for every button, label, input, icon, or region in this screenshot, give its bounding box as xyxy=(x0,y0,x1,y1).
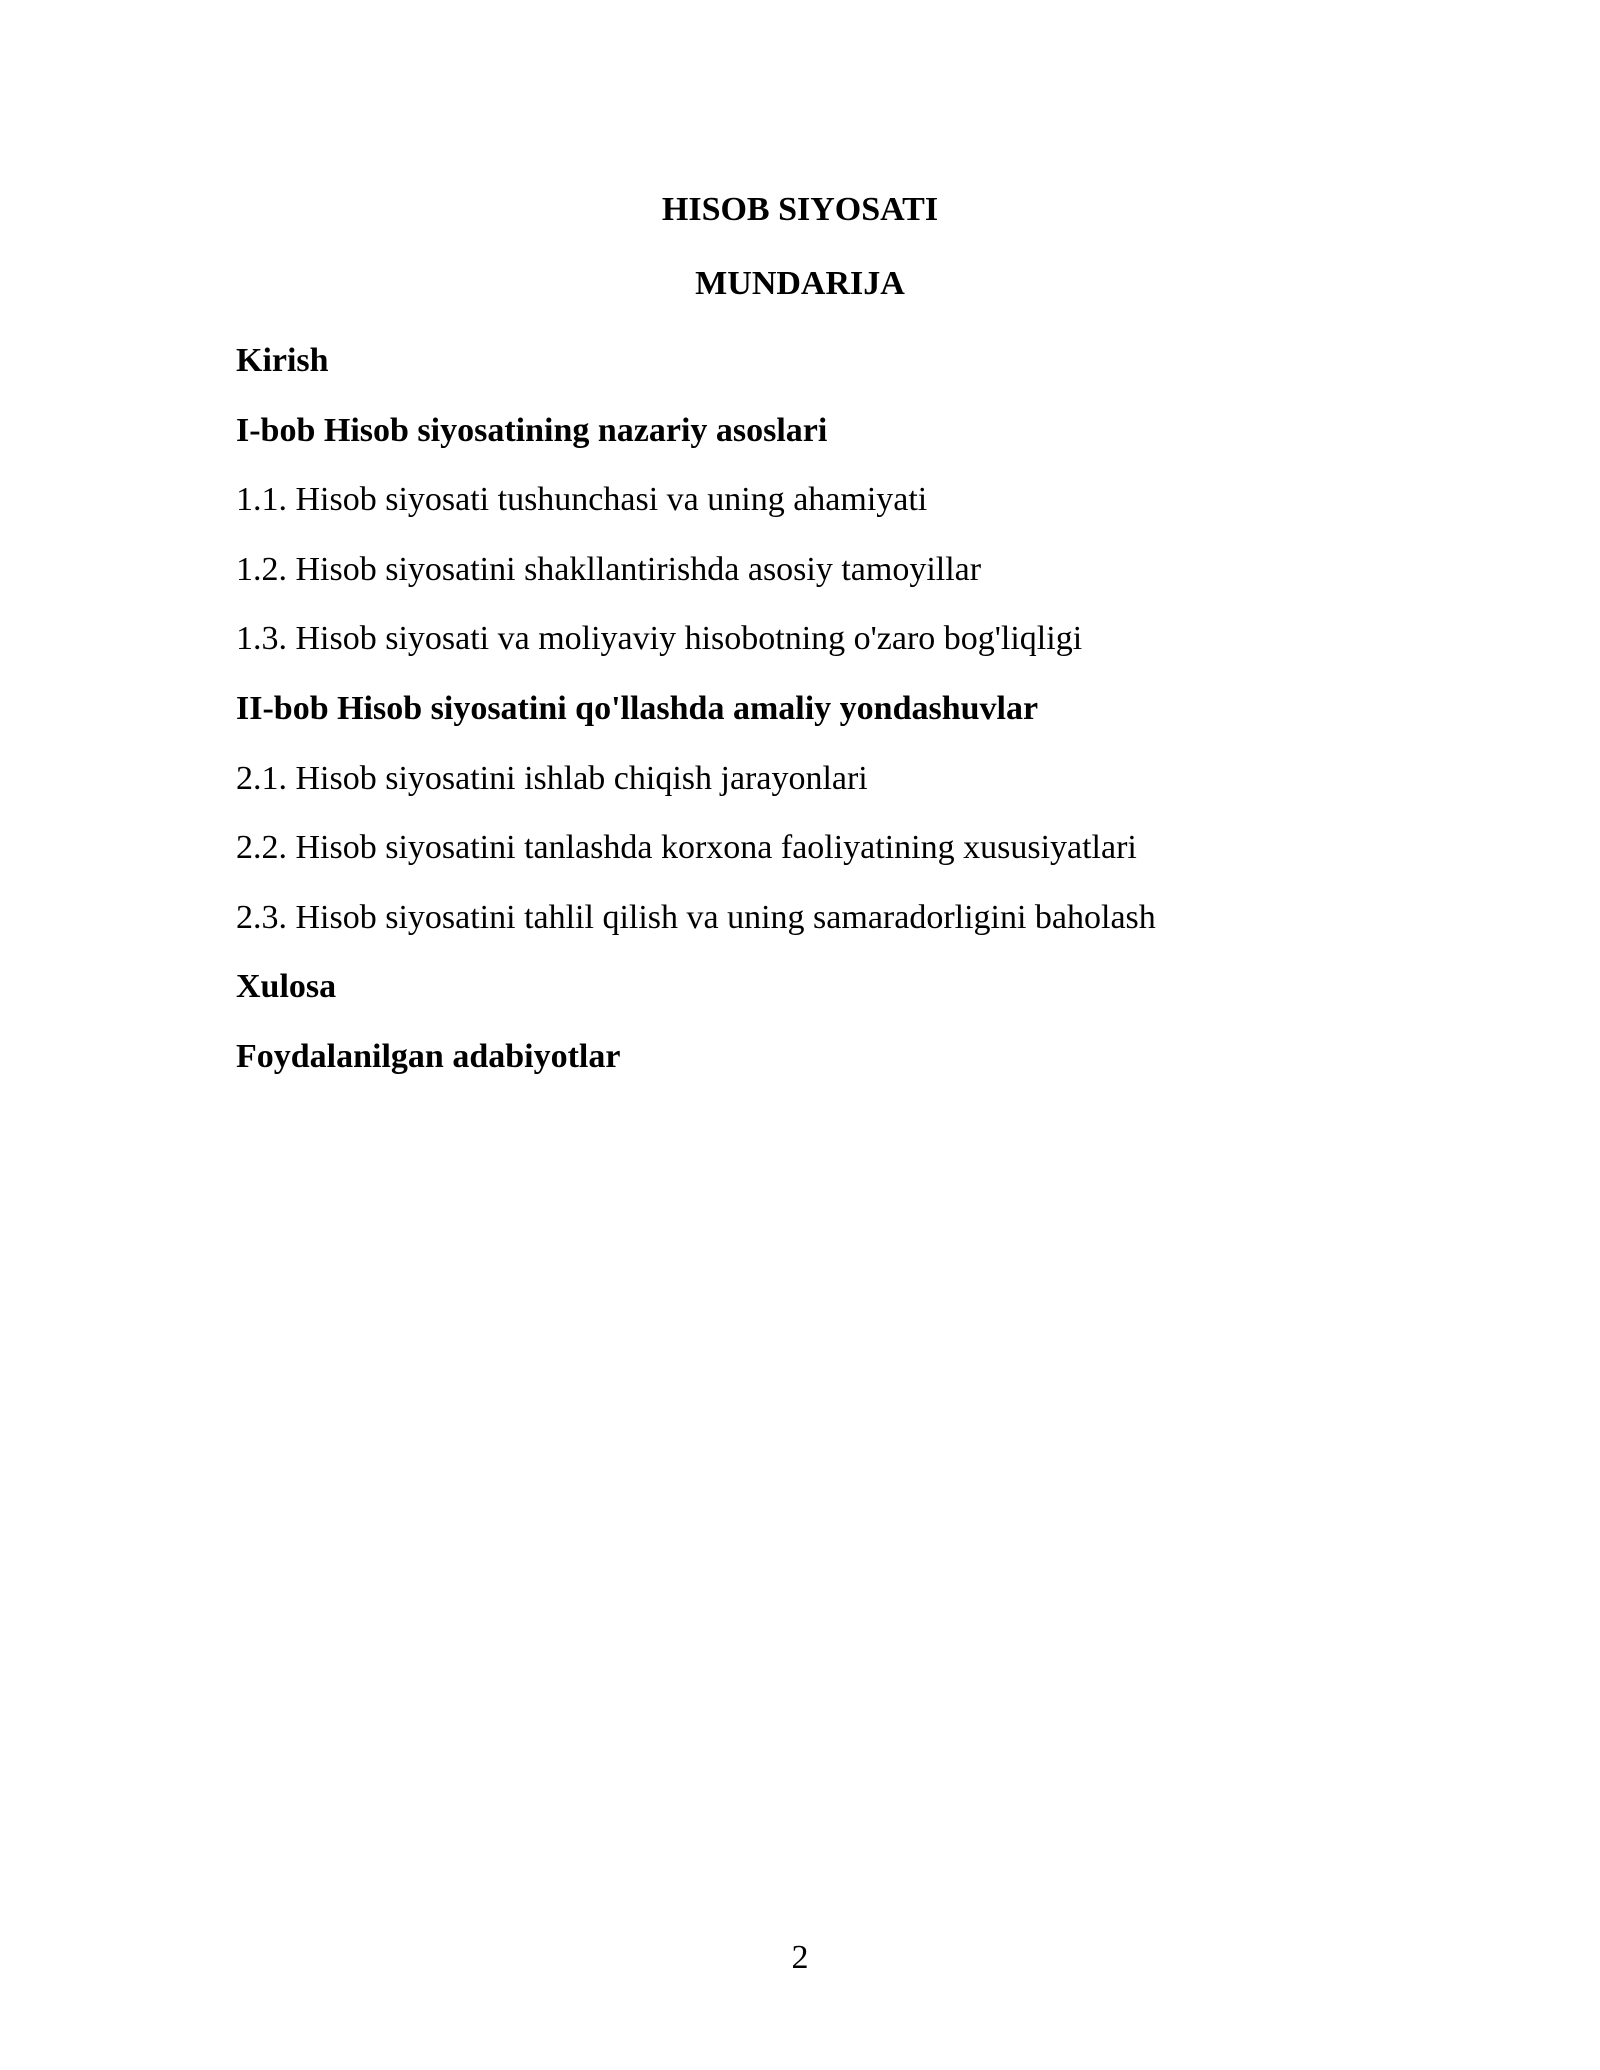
document-title: HISOB SIYOSATI xyxy=(661,191,939,228)
toc-subsection-entry: 2.3. Hisob siyosatini tahlil qilish va uning samaradorligini baholash xyxy=(236,898,1156,936)
toc-section-entry: Foydalanilgan adabiyotlar xyxy=(236,1037,621,1075)
toc-subsection-entry: 1.2. Hisob siyosatini shakllantirishda asosiy tamoyillar xyxy=(236,550,982,588)
toc-section-entry: II-bob Hisob siyosatini qo'llashda amaliy yondashuvlar xyxy=(236,689,1039,727)
toc-subsection-entry: 2.2. Hisob siyosatini tanlashda korxona faoliyatining xususiyatlari xyxy=(236,829,1137,867)
toc-heading: MUNDARIJA xyxy=(695,265,905,302)
table-of-contents xyxy=(236,333,1416,1099)
toc-subsection-entry: 2.1. Hisob siyosatini ishlab chiqish jarayonlari xyxy=(236,759,868,797)
toc-section-entry: I-bob Hisob siyosatining nazariy asoslari xyxy=(236,411,828,449)
toc-section-entry: Xulosa xyxy=(236,968,337,1006)
toc-subsection-entry: 1.3. Hisob siyosati va moliyaviy hisobotning o'zaro bog'liqligi xyxy=(236,620,1083,658)
toc-subsection-entry: 1.1. Hisob siyosati tushunchasi va uning ahamiyati xyxy=(236,481,928,519)
toc-section-entry: Kirish xyxy=(236,342,329,379)
page-number: 2 xyxy=(791,1939,809,1976)
